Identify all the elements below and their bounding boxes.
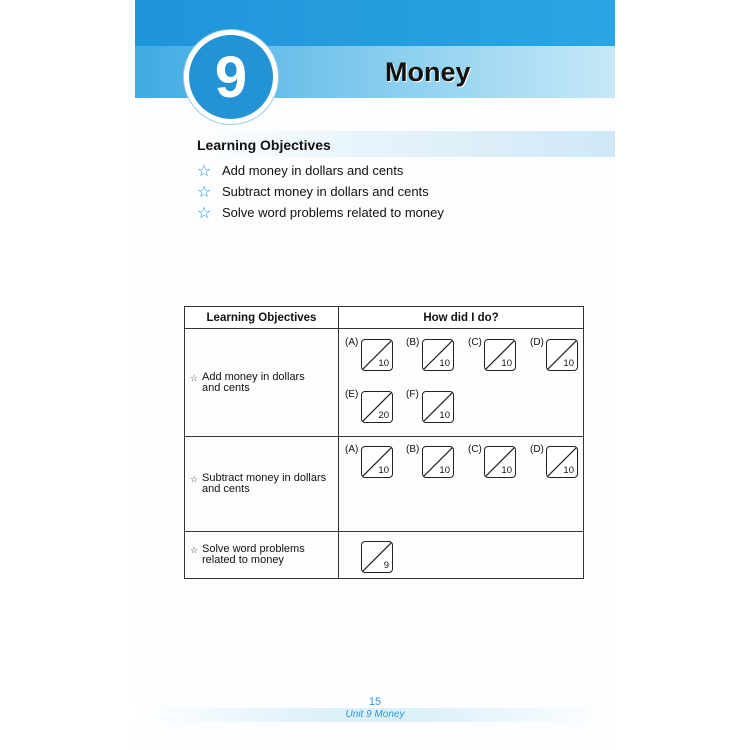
- score-max: 10: [563, 358, 574, 369]
- star-icon: ☆: [197, 204, 212, 222]
- objectives-list: [197, 160, 444, 223]
- score-max: 10: [378, 465, 389, 476]
- score-max: 10: [501, 358, 512, 369]
- score-label: (C): [468, 337, 482, 348]
- score-max: 9: [383, 560, 389, 571]
- page-number: 15: [368, 696, 382, 708]
- score-cell: [339, 532, 584, 579]
- column-header-objectives: Learning Objectives: [185, 307, 339, 329]
- list-item: [197, 181, 444, 202]
- objective-text: Solve word problems related to money: [222, 205, 444, 220]
- star-icon: ☆: [190, 372, 199, 383]
- score-max: 10: [439, 410, 450, 421]
- score-label: (A): [345, 444, 359, 455]
- score-label: (A): [345, 337, 359, 348]
- star-icon: ☆: [190, 474, 199, 484]
- score-max: 10: [439, 358, 450, 369]
- objective-text: Add money in dollars and cents: [222, 163, 404, 178]
- score-max: 10: [563, 465, 574, 476]
- score-label: (C): [468, 444, 482, 455]
- objective-text: Subtract money in dollars and cents: [222, 184, 429, 199]
- objective-cell: [185, 532, 339, 579]
- score-label: (E): [345, 389, 359, 400]
- objectives-heading: Learning Objectives: [197, 137, 331, 153]
- list-item: [197, 202, 444, 223]
- objective-line: and cents: [202, 483, 250, 495]
- star-icon: ☆: [197, 162, 212, 180]
- score-max: 20: [378, 410, 389, 421]
- table-header-row: [185, 307, 584, 329]
- score-label: (D): [530, 444, 544, 455]
- objective-line: related to money: [202, 554, 284, 566]
- objective-line: and cents: [202, 381, 250, 394]
- list-item: [197, 160, 444, 181]
- objective-cell: [185, 329, 339, 437]
- footer-unit-label: Unit 9 Money: [135, 708, 615, 722]
- score-max: 10: [501, 465, 512, 476]
- objective-line: Subtract money in dollars: [202, 472, 327, 484]
- table-row: [185, 532, 584, 579]
- score-cell: [339, 437, 584, 532]
- score-max: 10: [378, 358, 389, 369]
- score-cell: [339, 329, 584, 437]
- table-row: [185, 329, 584, 437]
- table-row: [185, 437, 584, 532]
- self-assessment-table: [184, 306, 584, 579]
- objective-line: Add money in dollars: [202, 370, 305, 383]
- unit-number-badge: 9: [184, 30, 278, 124]
- objective-cell: [185, 437, 339, 532]
- workbook-page: [135, 0, 615, 750]
- score-label: (B): [406, 337, 420, 348]
- score-label: (F): [406, 389, 419, 400]
- score-label: (B): [406, 444, 420, 455]
- objective-line: Solve word problems: [202, 543, 305, 555]
- column-header-how-did-i-do: How did I do?: [339, 307, 584, 329]
- score-label: (D): [530, 337, 544, 348]
- star-icon: ☆: [197, 183, 212, 201]
- unit-title: Money: [385, 57, 471, 87]
- star-icon: ☆: [190, 545, 199, 555]
- score-max: 10: [439, 465, 450, 476]
